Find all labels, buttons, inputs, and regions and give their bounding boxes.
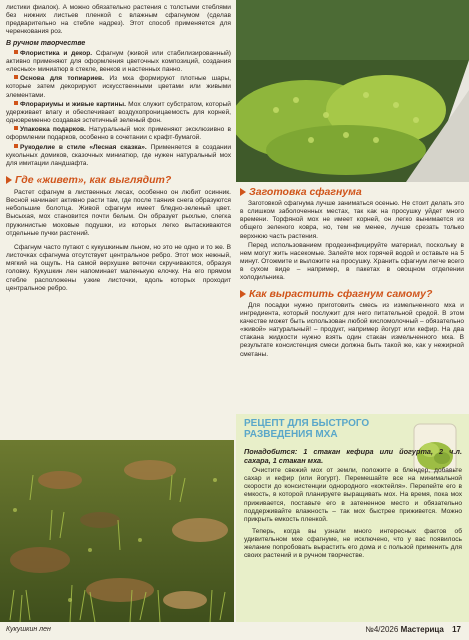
page-number: 17 [452, 625, 461, 634]
photo-caption: Кукушкин лен [6, 626, 51, 633]
where-paragraph-1: Растет сфагнум в лиственных лесах, особенно он любит осинник. Весной начинает активно расти там, где после таяния снега образуются небольшие болотца. Живой сфагнум имеет бледно-зеленый цвет. Высыхая, мох становится почти белым. Он образует рыхлые, слегка пружинистые моховые подушки, из которых легко вытаскиваются отдельные пучки растений. [6, 188, 231, 237]
triangle-marker-icon [240, 290, 246, 298]
harvest-paragraph-2: Перед использованием продезинфицируйте материал, поскольку в нем могут жить насекомые. Залейте мох горячей водой и оставьте на 5 минут. Отожмите и выложите на просушку. Хранить сфагнум легче всего в сухом виде – например, в пакетах в овощном отделении холодильника. [240, 241, 464, 282]
harvest-heading: Заготовка сфагнума [240, 186, 464, 198]
in-work-heading: В ручном творчестве [6, 39, 86, 47]
harvest-paragraph-1: Заготовкой сфагнума лучше заниматься осенью. Не стоит делать это в слишком заболоченных местах, так как на просушку уйдет много времени. Торфяной мох не имеет корней, он легко вынимается из общего зеленого ковра, но, тем не менее, лучше срезать только верхнюю часть растения. [240, 200, 464, 240]
triangle-marker-icon [240, 188, 246, 196]
recipe-ingredients: Понадобится: 1 стакан кефира или йогурта, 2 ч.л. сахара, 1 стакан мха. [244, 447, 462, 465]
sphagnum-tray-photo [236, 0, 469, 182]
bullet-item: Флорариумы и живые картины. Мох служит субстратом, который удерживает влагу и обеспечивает воздухопроницаемость для корней, одновременно создавая эстетичный зеленый фон. [6, 100, 231, 125]
magazine-name: Мастерица [400, 625, 444, 634]
bullet-square-icon [14, 75, 18, 79]
cuckoo-flax-photo [0, 440, 234, 622]
issue-number: №4/2026 [365, 625, 399, 634]
bullet-item: Флористика и декор. Сфагнум (живой или стабилизированный) активно применяют для оформления цветочных композиций, создания «лесных» миниатюр в стекле, венков и настенных панно. [6, 49, 232, 74]
recipe-paragraph-1: Очистите свежий мох от земли, положите в блендер, добавьте сахар и кефир (или йогурт). Перемешайте все на минимальной скорости до консистенции однородного «коктейля». Перелейте его в емкость, в которой планируете выращивать мох. На время, пока мох приживается, поставьте его в затененное место и обязательно поддерживайте влажность – так мох быстрее приживется. Можно прикрыть емкость пленкой. [244, 467, 462, 523]
bullet-square-icon [14, 126, 18, 130]
grow-paragraph: Для посадки нужно приготовить смесь из измельченного мха и ингредиента, который послужит для него питательной средой. В этом качестве может быть использован любой кисломолочный – обязательно «живой» натуральный! – продукт, например йогурт или кефир. На два стакана жидкости нужно взять один стакан измельченного мха. В результате консистенция смеси должна быть такой же, как у нежирной сметаны. [240, 301, 464, 358]
where-paragraph-2: Сфагнум часто путают с кукушкиным льном, но это не одно и то же. В листочках сфагнума отсутствует центральное ребро. Этот мох нежный, мягкий на ощупь. На самой верхушке веточки скручиваются, образуя головку. Кукушкин лен напоминает маленькую елочку. На его прямом стебле расположены узкие листочки, вдоль которых проходит центральное ребро. [6, 243, 231, 292]
grow-heading: Как вырастить сфагнум самому? [240, 288, 464, 300]
bullet-square-icon [14, 101, 18, 105]
bullet-square-icon [14, 50, 18, 54]
recipe-paragraph-2: Теперь, когда вы узнали много интересных фактов об удивительном мхе сфагнуме, не исключено, что у вас появилось желание попробовать вырастить его дома и с пользой применить для своих растений и в ручном творчестве. [244, 527, 462, 560]
bullet-item: Основа для топиариев. Из мха формируют плотные шары, которые затем декорируют искусственными цветами или живыми элементами. [6, 75, 231, 99]
recipe-body [244, 448, 462, 561]
sphagnum-tray-image [236, 0, 469, 182]
bullet-item: Упаковка подарков. Натуральный мох применяют эксклюзивно в оформлении подарков, особенно в сочетании с крафт-бумагой. [6, 126, 231, 142]
harvest-section [240, 186, 464, 360]
bullet-item: Рукоделие в стиле «Лесная сказка». Применяется в создании кукольных домиков, сказочных миниатюр, где нужен натуральный мох для имитации ландшафта. [6, 143, 231, 167]
where-heading: Где «живет», как выглядит? [6, 174, 231, 186]
intro-paragraph: листики фиалок). А можно обязательно растения с толстыми стеблями без нижних листьев пленкой с влажным сфагнумом (сделав предварительно на стебле надрез). Этот способ применяется для черенкования роз. [6, 4, 231, 36]
triangle-marker-icon [6, 176, 12, 184]
page-footer [365, 625, 461, 634]
left-column [6, 4, 231, 294]
moss-forest-floor-image [0, 440, 234, 622]
recipe-box [236, 414, 469, 622]
recipe-heading: РЕЦЕПТ ДЛЯ БЫСТРОГО РАЗВЕДЕНИЯ МХА [244, 418, 370, 440]
bullet-square-icon [14, 144, 18, 148]
